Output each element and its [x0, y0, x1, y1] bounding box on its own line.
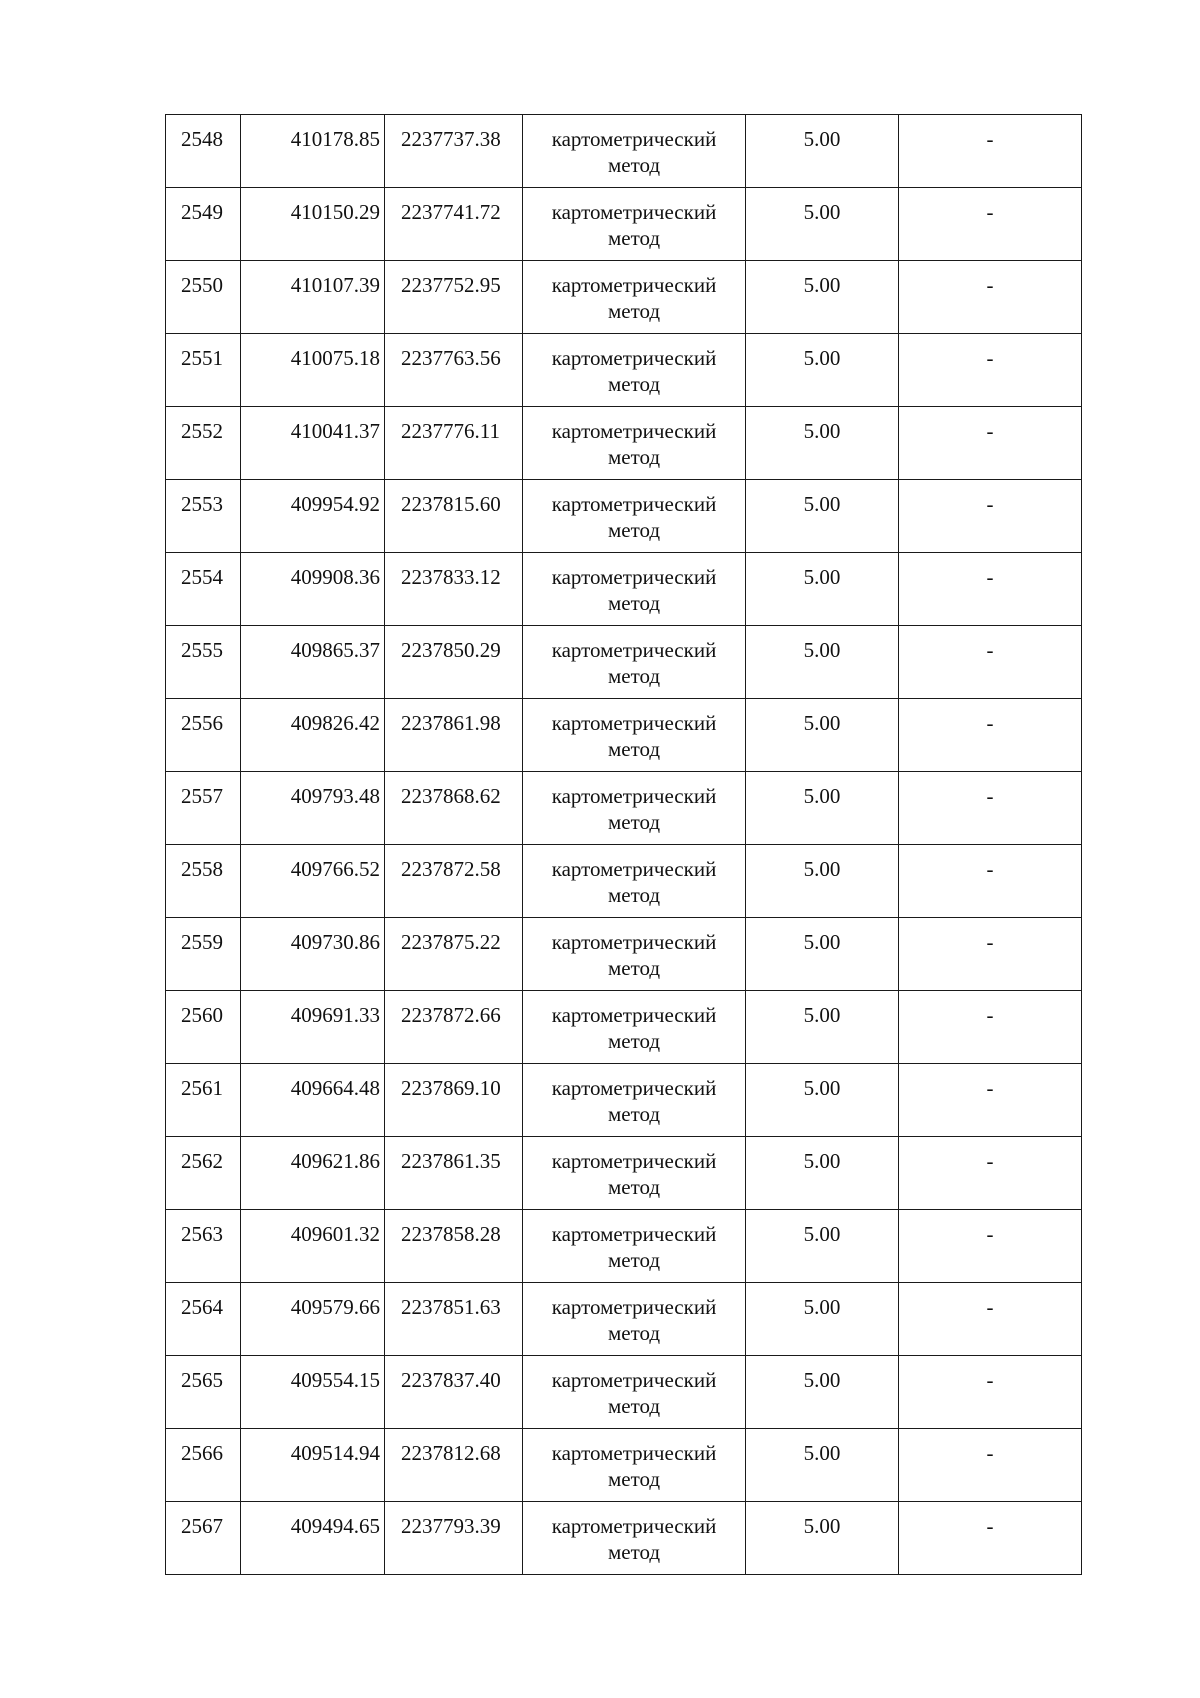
y-coordinate-cell: 2237763.56	[385, 334, 523, 407]
point-number-cell: 2566	[166, 1429, 241, 1502]
x-coordinate-cell: 410178.85	[241, 115, 385, 188]
method-text-line-2: метод	[607, 664, 661, 688]
point-number-cell: 2551	[166, 334, 241, 407]
method-cell	[523, 1064, 746, 1137]
table-row	[166, 845, 1082, 918]
y-coordinate-cell: 2237812.68	[385, 1429, 523, 1502]
y-coordinate-cell: 2237858.28	[385, 1210, 523, 1283]
method-text-line-2: метод	[607, 1175, 661, 1199]
method-text-line-1: картометрический	[551, 1295, 717, 1319]
method-text-line-1: картометрический	[551, 1441, 717, 1465]
x-coordinate-cell: 409514.94	[241, 1429, 385, 1502]
point-number-cell: 2550	[166, 261, 241, 334]
method-text-line-2: метод	[607, 372, 661, 396]
y-coordinate-cell: 2237850.29	[385, 626, 523, 699]
table-row	[166, 772, 1082, 845]
table-row	[166, 1502, 1082, 1575]
table-row	[166, 1283, 1082, 1356]
accuracy-cell: 5.00	[746, 1502, 899, 1575]
method-text-line-1: картометрический	[551, 784, 717, 808]
method-text-line-1: картометрический	[551, 492, 717, 516]
accuracy-cell: 5.00	[746, 407, 899, 480]
x-coordinate-cell: 410150.29	[241, 188, 385, 261]
description-cell: -	[899, 991, 1082, 1064]
method-text-line-2: метод	[607, 1321, 661, 1345]
method-text-line-1: картометрический	[551, 638, 717, 662]
point-number-cell: 2549	[166, 188, 241, 261]
y-coordinate-cell: 2237875.22	[385, 918, 523, 991]
method-text-line-2: метод	[607, 591, 661, 615]
method-text-line-1: картометрический	[551, 419, 717, 443]
accuracy-cell: 5.00	[746, 1429, 899, 1502]
description-cell: -	[899, 1064, 1082, 1137]
description-cell: -	[899, 1429, 1082, 1502]
description-cell: -	[899, 115, 1082, 188]
y-coordinate-cell: 2237776.11	[385, 407, 523, 480]
accuracy-cell: 5.00	[746, 1356, 899, 1429]
point-number-cell: 2552	[166, 407, 241, 480]
description-cell: -	[899, 1137, 1082, 1210]
accuracy-cell: 5.00	[746, 1210, 899, 1283]
point-number-cell: 2562	[166, 1137, 241, 1210]
x-coordinate-cell: 409691.33	[241, 991, 385, 1064]
y-coordinate-cell: 2237793.39	[385, 1502, 523, 1575]
method-text-line-1: картометрический	[551, 711, 717, 735]
description-cell: -	[899, 918, 1082, 991]
method-text-line-2: метод	[607, 1467, 661, 1491]
x-coordinate-cell: 409865.37	[241, 626, 385, 699]
table-row	[166, 991, 1082, 1064]
point-number-cell: 2556	[166, 699, 241, 772]
method-text-line-2: метод	[607, 299, 661, 323]
method-text-line-1: картометрический	[551, 1222, 717, 1246]
description-cell: -	[899, 1502, 1082, 1575]
method-text-line-1: картометрический	[551, 1514, 717, 1538]
method-text-line-2: метод	[607, 518, 661, 542]
method-cell	[523, 553, 746, 626]
y-coordinate-cell: 2237851.63	[385, 1283, 523, 1356]
method-text-line-2: метод	[607, 1029, 661, 1053]
description-cell: -	[899, 1210, 1082, 1283]
point-number-cell: 2564	[166, 1283, 241, 1356]
table-row	[166, 334, 1082, 407]
x-coordinate-cell: 410041.37	[241, 407, 385, 480]
method-cell	[523, 626, 746, 699]
accuracy-cell: 5.00	[746, 845, 899, 918]
method-text-line-1: картометрический	[551, 1076, 717, 1100]
method-text-line-1: картометрический	[551, 565, 717, 589]
accuracy-cell: 5.00	[746, 553, 899, 626]
point-number-cell: 2560	[166, 991, 241, 1064]
method-cell	[523, 991, 746, 1064]
method-cell	[523, 480, 746, 553]
method-text-line-2: метод	[607, 226, 661, 250]
method-text-line-2: метод	[607, 737, 661, 761]
y-coordinate-cell: 2237741.72	[385, 188, 523, 261]
y-coordinate-cell: 2237861.35	[385, 1137, 523, 1210]
x-coordinate-cell: 409601.32	[241, 1210, 385, 1283]
description-cell: -	[899, 845, 1082, 918]
method-text-line-2: метод	[607, 1394, 661, 1418]
method-text-line-1: картометрический	[551, 127, 717, 151]
method-text-line-1: картометрический	[551, 930, 717, 954]
point-number-cell: 2563	[166, 1210, 241, 1283]
accuracy-cell: 5.00	[746, 480, 899, 553]
table-row	[166, 1356, 1082, 1429]
description-cell: -	[899, 626, 1082, 699]
table-row	[166, 918, 1082, 991]
x-coordinate-cell: 409730.86	[241, 918, 385, 991]
method-cell	[523, 1137, 746, 1210]
accuracy-cell: 5.00	[746, 772, 899, 845]
point-number-cell: 2548	[166, 115, 241, 188]
y-coordinate-cell: 2237837.40	[385, 1356, 523, 1429]
method-text-line-2: метод	[607, 1540, 661, 1564]
description-cell: -	[899, 772, 1082, 845]
description-cell: -	[899, 188, 1082, 261]
method-cell	[523, 1429, 746, 1502]
method-cell	[523, 918, 746, 991]
method-text-line-2: метод	[607, 883, 661, 907]
method-cell	[523, 407, 746, 480]
method-cell	[523, 772, 746, 845]
x-coordinate-cell: 409621.86	[241, 1137, 385, 1210]
description-cell: -	[899, 261, 1082, 334]
method-cell	[523, 1210, 746, 1283]
accuracy-cell: 5.00	[746, 699, 899, 772]
x-coordinate-cell: 409908.36	[241, 553, 385, 626]
table-row	[166, 261, 1082, 334]
y-coordinate-cell: 2237872.58	[385, 845, 523, 918]
method-text-line-1: картометрический	[551, 1149, 717, 1173]
accuracy-cell: 5.00	[746, 991, 899, 1064]
method-text-line-2: метод	[607, 810, 661, 834]
method-cell	[523, 115, 746, 188]
y-coordinate-cell: 2237815.60	[385, 480, 523, 553]
table-row	[166, 115, 1082, 188]
x-coordinate-cell: 409826.42	[241, 699, 385, 772]
table-row	[166, 1210, 1082, 1283]
point-number-cell: 2565	[166, 1356, 241, 1429]
x-coordinate-cell: 410107.39	[241, 261, 385, 334]
method-text-line-1: картометрический	[551, 346, 717, 370]
method-cell	[523, 1356, 746, 1429]
method-cell	[523, 845, 746, 918]
description-cell: -	[899, 1283, 1082, 1356]
method-text-line-2: метод	[607, 153, 661, 177]
point-number-cell: 2554	[166, 553, 241, 626]
accuracy-cell: 5.00	[746, 115, 899, 188]
point-number-cell: 2559	[166, 918, 241, 991]
method-cell	[523, 1283, 746, 1356]
table-row	[166, 1429, 1082, 1502]
coordinates-table	[165, 114, 1082, 1575]
coordinates-table-body	[166, 115, 1082, 1575]
method-text-line-2: метод	[607, 1102, 661, 1126]
method-text-line-1: картометрический	[551, 200, 717, 224]
description-cell: -	[899, 480, 1082, 553]
description-cell: -	[899, 699, 1082, 772]
accuracy-cell: 5.00	[746, 334, 899, 407]
accuracy-cell: 5.00	[746, 1064, 899, 1137]
accuracy-cell: 5.00	[746, 1137, 899, 1210]
x-coordinate-cell: 409554.15	[241, 1356, 385, 1429]
description-cell: -	[899, 334, 1082, 407]
table-row	[166, 188, 1082, 261]
x-coordinate-cell: 409793.48	[241, 772, 385, 845]
description-cell: -	[899, 553, 1082, 626]
y-coordinate-cell: 2237737.38	[385, 115, 523, 188]
x-coordinate-cell: 409494.65	[241, 1502, 385, 1575]
accuracy-cell: 5.00	[746, 1283, 899, 1356]
y-coordinate-cell: 2237833.12	[385, 553, 523, 626]
accuracy-cell: 5.00	[746, 261, 899, 334]
method-text-line-1: картометрический	[551, 1003, 717, 1027]
table-row	[166, 553, 1082, 626]
point-number-cell: 2553	[166, 480, 241, 553]
x-coordinate-cell: 409664.48	[241, 1064, 385, 1137]
point-number-cell: 2567	[166, 1502, 241, 1575]
x-coordinate-cell: 409954.92	[241, 480, 385, 553]
y-coordinate-cell: 2237872.66	[385, 991, 523, 1064]
description-cell: -	[899, 407, 1082, 480]
description-cell: -	[899, 1356, 1082, 1429]
table-row	[166, 1137, 1082, 1210]
method-cell	[523, 261, 746, 334]
x-coordinate-cell: 409766.52	[241, 845, 385, 918]
table-row	[166, 699, 1082, 772]
y-coordinate-cell: 2237869.10	[385, 1064, 523, 1137]
point-number-cell: 2557	[166, 772, 241, 845]
method-cell	[523, 334, 746, 407]
method-text-line-1: картометрический	[551, 857, 717, 881]
accuracy-cell: 5.00	[746, 918, 899, 991]
table-row	[166, 1064, 1082, 1137]
x-coordinate-cell: 409579.66	[241, 1283, 385, 1356]
y-coordinate-cell: 2237868.62	[385, 772, 523, 845]
method-text-line-1: картометрический	[551, 273, 717, 297]
method-cell	[523, 1502, 746, 1575]
x-coordinate-cell: 410075.18	[241, 334, 385, 407]
accuracy-cell: 5.00	[746, 626, 899, 699]
method-text-line-2: метод	[607, 1248, 661, 1272]
point-number-cell: 2561	[166, 1064, 241, 1137]
method-text-line-2: метод	[607, 445, 661, 469]
method-cell	[523, 699, 746, 772]
method-cell	[523, 188, 746, 261]
point-number-cell: 2558	[166, 845, 241, 918]
accuracy-cell: 5.00	[746, 188, 899, 261]
method-text-line-2: метод	[607, 956, 661, 980]
table-row	[166, 626, 1082, 699]
table-row	[166, 407, 1082, 480]
y-coordinate-cell: 2237861.98	[385, 699, 523, 772]
method-text-line-1: картометрический	[551, 1368, 717, 1392]
y-coordinate-cell: 2237752.95	[385, 261, 523, 334]
point-number-cell: 2555	[166, 626, 241, 699]
table-row	[166, 480, 1082, 553]
